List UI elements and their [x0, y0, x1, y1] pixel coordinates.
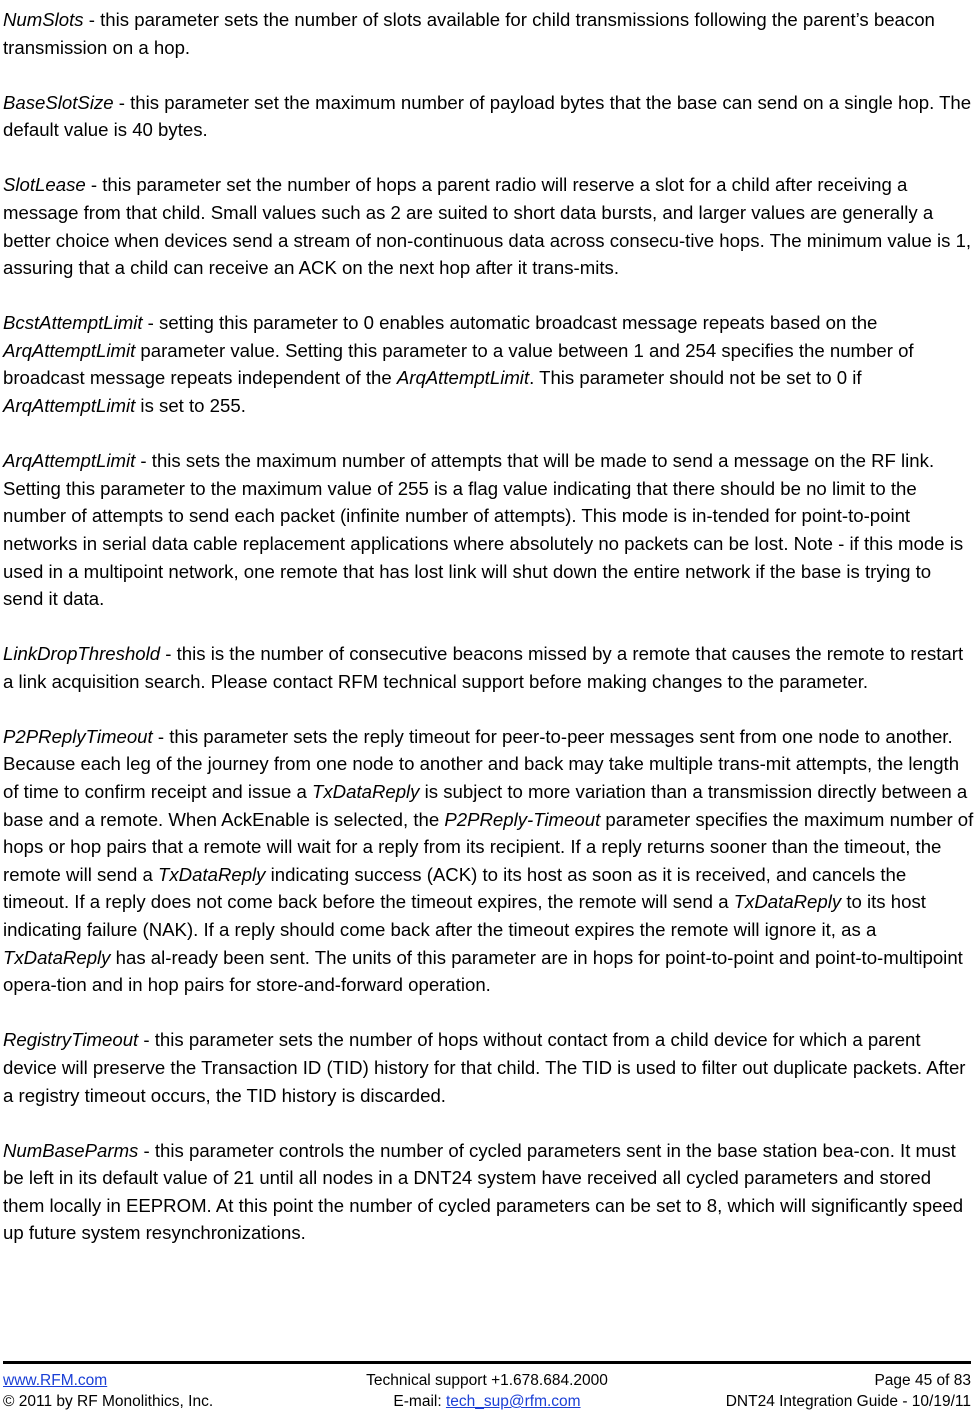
parameter-term: P2PReplyTimeout: [3, 725, 153, 747]
parameter-paragraph: [3, 447, 974, 613]
page-number: Page 45 of 83: [874, 1372, 971, 1389]
parameter-term: LinkDropThreshold: [3, 643, 161, 665]
page-footer: [3, 1370, 971, 1412]
paragraph-text: parameter value. Setting this parameter to a value between 1 and 254 specifies the number of broadcast message repeats independent of the: [3, 339, 914, 389]
parameter-term: NumBaseParms: [3, 1139, 139, 1161]
email-link[interactable]: tech_sup@rfm.com: [445, 1393, 581, 1410]
parameter-reference: ArqAttemptLimit: [396, 367, 530, 389]
parameter-paragraph: [3, 6, 974, 61]
paragraph-text: - setting this parameter to 0 enables automatic broadcast message repeats based on the: [142, 312, 878, 334]
parameter-reference: ArqAttemptLimit: [3, 339, 136, 361]
paragraph-text: - this parameter sets the number of slots available for child transmissions following the parent’s beacon transmission on a hop.: [3, 9, 935, 58]
parameter-term: BaseSlotSize: [3, 91, 114, 113]
parameter-paragraph: [3, 723, 974, 999]
paragraph-text: indicating success (ACK) to its host as soon as it is received, and cancels the timeout. If a reply does not come back before the timeout expires, the remote will send a: [3, 863, 907, 913]
paragraph-text: has al-ready been sent. The units of this parameter are in hops for point-to-point and point-to-multipoint opera-tion and in hop pairs for store-and-forward operation.: [3, 946, 963, 996]
footer-row-1: [3, 1370, 971, 1391]
parameter-reference: P2PReply-Timeout: [444, 808, 601, 830]
email-line: [393, 1391, 580, 1412]
parameter-paragraph: [3, 89, 974, 144]
paragraph-text: is set to 255.: [135, 395, 246, 417]
parameter-paragraph: [3, 640, 974, 695]
parameter-paragraph: [3, 309, 974, 419]
footer-divider: [3, 1361, 971, 1364]
paragraph-text: - this parameter set the number of hops a parent radio will reserve a slot for a child after receiving a message from that child. Small values such as 2 are suited to short data bursts, and larger values are generally a better choice when devices send a stream of non-continuous data across consecu-tive hops. The minimum value is 1, assuring that a child can receive an ACK on the next hop after it trans-mits.: [3, 174, 972, 279]
website-link[interactable]: www.RFM.com: [3, 1372, 108, 1389]
parameter-term: NumSlots: [3, 9, 84, 30]
parameter-term: ArqAttemptLimit: [3, 450, 136, 472]
parameter-term: BcstAttemptLimit: [3, 312, 143, 334]
document-body: [3, 0, 974, 1274]
paragraph-text: to its host indicating failure (NAK). If a reply should come back after the timeout expires the remote will ignore it, as a: [3, 891, 926, 941]
paragraph-text: - this sets the maximum number of attempts that will be made to send a message on the RF link. Setting this parameter to the maximum value of 255 is a flag value indicating that there should be no limit to the number of attempts to send each packet (infinite number of attempts). This mode is in-tended for point-to-point networks in serial data cable replacement applications where absolutely no packets can be lost. Note - if this mode is used in a multipoint network, one remote that has lost link will shut down the entire network if the base is trying to send it data.: [3, 450, 964, 610]
footer-row-2: [3, 1391, 971, 1412]
email-label: E-mail:: [393, 1393, 446, 1410]
parameter-term: SlotLease: [3, 174, 86, 196]
paragraph-text: - this parameter set the maximum number of payload bytes that the base can send on a single hop. The default value is 40 bytes.: [3, 91, 972, 141]
paragraph-text: - this is the number of consecutive beacons missed by a remote that causes the remote to restart a link acquisition search. Please contact RFM technical support before making changes to the parameter.: [3, 643, 964, 692]
guide-title: DNT24 Integration Guide - 10/19/11: [725, 1393, 971, 1410]
paragraph-text: . This parameter should not be set to 0 if: [529, 367, 862, 389]
paragraph-text: - this parameter controls the number of cycled parameters sent in the base station bea-con. It must be left in its default value of 21 until all nodes in a DNT24 system have received all cycled parameters and stored them locally in EEPROM. At this point the number of cycled parameters can be set to 8, which will significantly speed up future system resynchronizations.: [3, 1139, 964, 1244]
parameter-paragraph: [3, 171, 974, 281]
paragraph-text: - this parameter sets the reply timeout for peer-to-peer messages sent from one node to another. Because each leg of the journey from one node to another and back may take multiple trans-mit attempts, the length of time to confirm receipt and issue a: [3, 725, 960, 803]
parameter-reference: TxDataReply: [733, 891, 842, 913]
support-phone: Technical support +1.678.684.2000: [366, 1372, 608, 1389]
parameter-reference: ArqAttemptLimit: [3, 395, 136, 417]
paragraph-text: is subject to more variation than a transmission directly between a base and a remote. When AckEnable is selected, the: [3, 781, 968, 830]
parameter-paragraph: [3, 1026, 974, 1109]
parameter-reference: TxDataReply: [3, 946, 111, 968]
paragraph-text: parameter specifies the maximum number of hops or hop pairs that a remote will wait for a reply from its recipient. If a reply returns sooner than the timeout, the remote will send a: [3, 808, 974, 885]
parameter-paragraph: [3, 1137, 974, 1247]
parameter-term: RegistryTimeout: [3, 1029, 139, 1051]
parameter-reference: TxDataReply: [312, 781, 420, 803]
paragraph-text: - this parameter sets the number of hops without contact from a child device for which a parent device will preserve the Transaction ID (TID) history for that child. The TID is used to filter out duplicate packets. After a registry timeout occurs, the TID history is discarded.: [3, 1029, 966, 1106]
parameter-reference: TxDataReply: [158, 863, 266, 885]
copyright: © 2011 by RF Monolithics, Inc.: [3, 1393, 214, 1410]
